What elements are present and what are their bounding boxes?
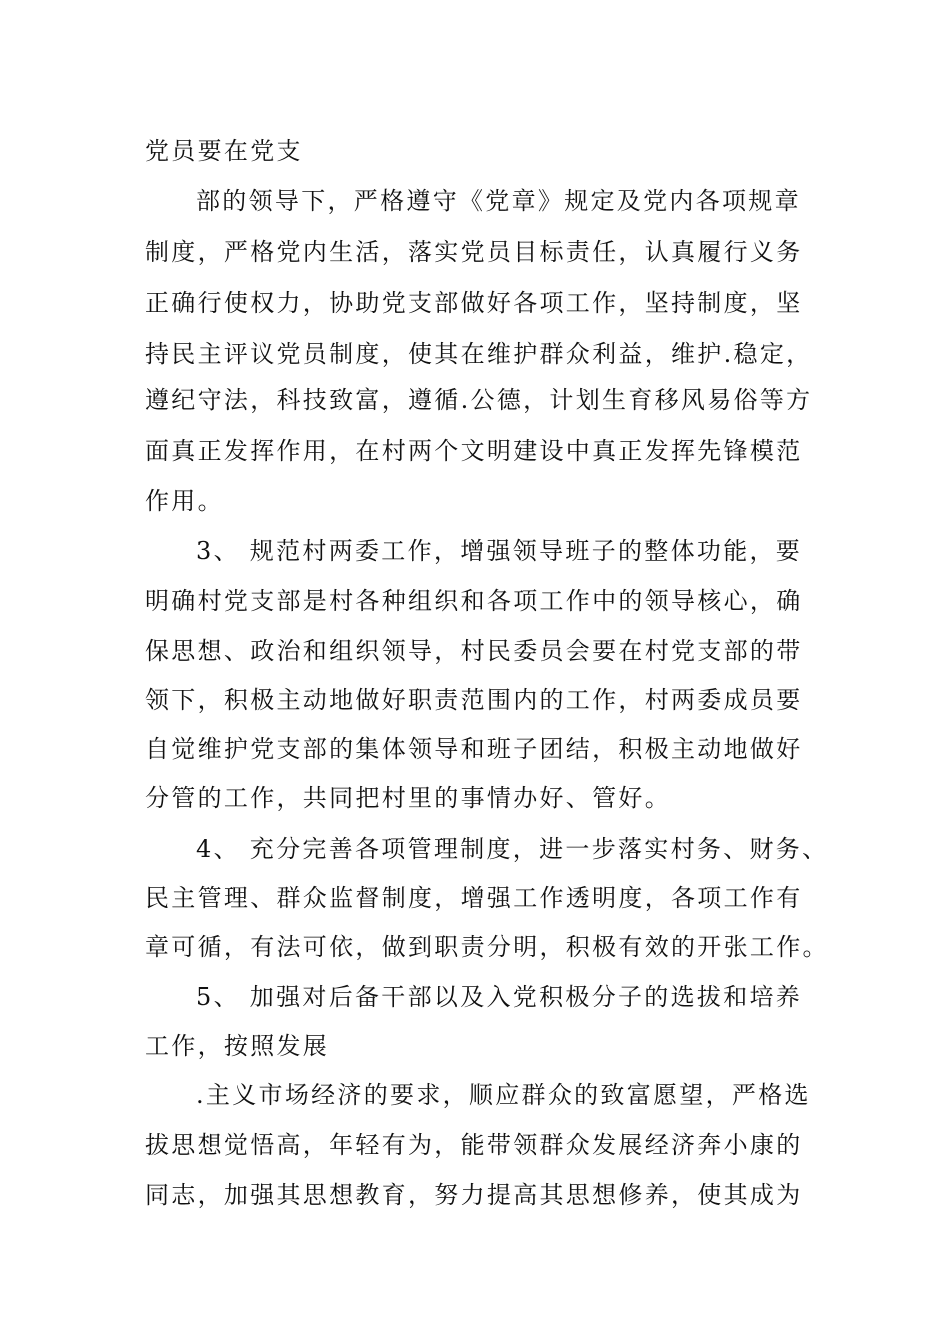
text-line: .主义市场经济的要求，顺应群众的致富愿望，严格选 [196, 1081, 811, 1109]
text-line: 4、 充分完善各项管理制度，进一步落实村务、财务、 [196, 835, 829, 863]
text-line: 5、 加强对后备干部以及入党积极分子的选拔和培养 [196, 983, 803, 1011]
text-line: 民主管理、群众监督制度，增强工作透明度，各项工作有 [145, 884, 803, 912]
text-line: 自觉维护党支部的集体领导和班子团结，积极主动地做好 [145, 735, 803, 763]
text-line: 正确行使权力，协助党支部做好各项工作，坚持制度，坚 [145, 289, 803, 317]
text-line: 明确村党支部是村各种组织和各项工作中的领导核心，确 [145, 587, 803, 615]
text-line: 拔思想觉悟高，年轻有为，能带领群众发展经济奔小康的 [145, 1131, 803, 1159]
text-line: 工作，按照发展 [145, 1032, 330, 1060]
text-line: 3、 规范村两委工作，增强领导班子的整体功能，要 [196, 537, 803, 565]
text-line: 党员要在党支 [145, 137, 303, 165]
text-line: 章可循，有法可依，做到职责分明，积极有效的开张工作。 [145, 933, 829, 961]
text-line: 持民主评议党员制度，使其在维护群众利益，维护.稳定， [145, 340, 813, 368]
text-line: 同志，加强其思想教育，努力提高其思想修养，使其成为 [145, 1181, 803, 1209]
text-line: 遵纪守法，科技致富，遵循.公德，计划生育移风易俗等方 [145, 386, 813, 414]
text-line: 部的领导下，严格遵守《党章》规定及党内各项规章 [196, 187, 801, 215]
text-line: 分管的工作，共同把村里的事情办好、管好。 [145, 784, 671, 812]
text-line: 制度，严格党内生活，落实党员目标责任，认真履行义务 [145, 238, 803, 266]
text-line: 面真正发挥作用，在村两个文明建设中真正发挥先锋模范 [145, 437, 803, 465]
text-line: 保思想、政治和组织领导，村民委员会要在村党支部的带 [145, 637, 803, 665]
text-line: 领下，积极主动地做好职责范围内的工作，村两委成员要 [145, 686, 803, 714]
text-line: 作用。 [145, 487, 224, 515]
